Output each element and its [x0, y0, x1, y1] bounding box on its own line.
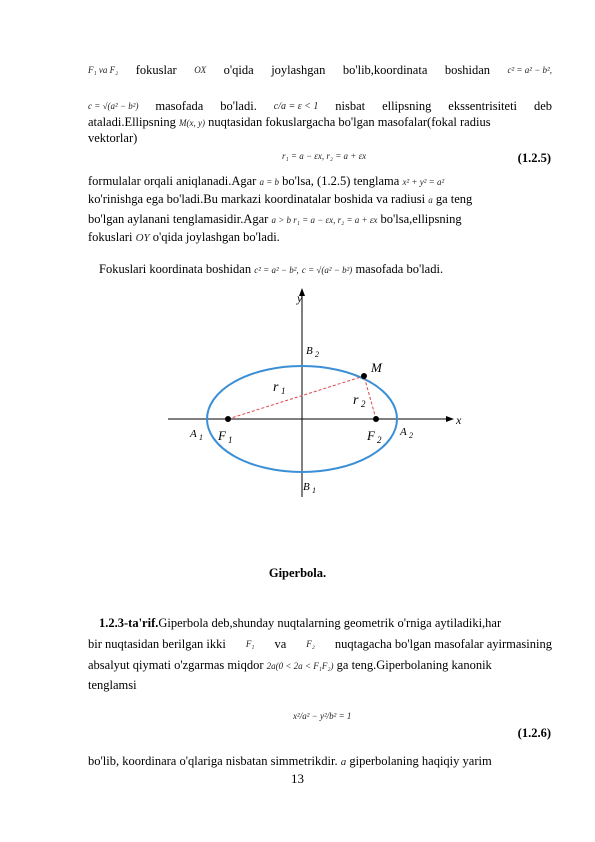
label-r1: r	[273, 380, 279, 395]
ellipse-figure	[0, 280, 595, 500]
definition-number: 1.2.3-ta'rif.	[99, 616, 159, 630]
formula-ox: OX	[194, 65, 207, 75]
para1-line4: vektorlar)	[88, 131, 138, 145]
formula-2a: 2a(0 < 2a < F₁F₂)	[266, 661, 334, 671]
text: bo'lsa,ellipsning	[380, 212, 462, 226]
formula-c2: c² = a² − b²,	[507, 65, 552, 75]
text: masofada bo'ladi.	[355, 262, 444, 276]
label-b1: B	[303, 481, 310, 493]
text: fokuslari	[88, 230, 133, 244]
definition-line1	[99, 616, 552, 631]
para1-line2	[88, 99, 552, 114]
text: ekssentrisiteti	[448, 99, 518, 113]
label-a1: A	[190, 428, 197, 440]
text: ko'rinishga ega bo'ladi.Bu markazi koordinatalar boshida va radiusi	[88, 192, 426, 206]
y-axis	[299, 288, 305, 497]
para1-line3	[88, 115, 552, 131]
label-a2: A	[400, 426, 407, 438]
label-f1-sub: 1	[228, 435, 233, 445]
para2-line2	[88, 192, 552, 208]
label-a2-sub: 2	[409, 431, 413, 440]
text: nuqtagacha bo'lgan masofalar ayirmasining	[334, 637, 552, 651]
label-b2-sub: 2	[315, 350, 319, 359]
definition-line3	[88, 658, 552, 674]
point-m	[361, 373, 367, 379]
text: joylashgan	[271, 63, 326, 77]
equation-number-1-2-6: (1.2.6)	[517, 726, 551, 740]
para2-line4	[88, 230, 552, 246]
focus-f2-point	[373, 416, 379, 422]
label-m: M	[371, 360, 382, 375]
equation-1-2-5: r₁ = a − εx, r₂ = a + εx	[282, 151, 367, 161]
formula-c: c = √(a² − b²)	[88, 101, 139, 111]
x-axis	[168, 416, 454, 422]
formula-a: a	[340, 756, 347, 768]
formula-c: c = √(a² − b²)	[301, 265, 353, 275]
label-f2: F	[367, 428, 375, 443]
formula-a-eq-b: a = b	[259, 177, 280, 187]
text: bo'lsa, (1.2.5) tenglama	[282, 174, 400, 188]
label-f2-sub: 2	[377, 435, 382, 445]
label-r1-sub: 1	[281, 386, 286, 396]
text: giperbolaning haqiqiy yarim	[349, 754, 492, 768]
text: o'qida	[223, 63, 254, 77]
text: va	[274, 637, 287, 651]
text: nuqtasidan fokuslargacha bo'lgan masofalar(fokal radius	[208, 115, 491, 129]
formula-a-gt-b: a > b r₁ = a − εx, r₂ = a + εx	[271, 215, 378, 225]
formula-f2: F₂	[306, 639, 315, 649]
text: absalyut qiymati o'zgarmas miqdor	[88, 658, 264, 672]
definition-line2	[88, 637, 552, 652]
text: boshidan	[444, 63, 490, 77]
formula-oy: OY	[135, 232, 150, 244]
para3-line	[99, 262, 552, 278]
para1-line1	[88, 63, 552, 78]
text: Fokuslari koordinata boshidan	[99, 262, 252, 276]
label-r2-sub: 2	[361, 399, 366, 409]
para2-line3	[88, 212, 552, 228]
text: ataladi.Ellipsning	[88, 115, 176, 129]
text: ga teng.Giperbolaning kanonik	[336, 658, 492, 672]
radius-r1	[228, 376, 364, 419]
text: bo'lib, koordinara o'qlariga nisbatan simmetrikdir.	[88, 754, 338, 768]
text: masofada	[155, 99, 204, 113]
last-line	[88, 754, 552, 770]
text: bir nuqtasidan berilgan ikki	[88, 637, 226, 651]
text: deb	[533, 99, 552, 113]
para2-line1	[88, 174, 552, 190]
y-axis-label: y	[297, 291, 303, 305]
focus-f1-point	[225, 416, 231, 422]
label-b2: B	[306, 345, 313, 357]
section-heading: Giperbola.	[268, 566, 327, 580]
label-f1: F	[218, 428, 226, 443]
text: formulalar orqali aniqlanadi.Agar	[88, 174, 257, 188]
text: bo'ladi.	[220, 99, 257, 113]
text: nisbat	[335, 99, 366, 113]
text: bo'lib,koordinata	[342, 63, 428, 77]
definition-line4: tenglamsi	[88, 678, 137, 692]
equation-number-1-2-5: (1.2.5)	[517, 151, 551, 165]
x-axis-label: x	[456, 413, 462, 427]
formula-c2: c² = a² − b²,	[254, 265, 299, 275]
formula-a: a	[428, 195, 433, 205]
formula-f1: F₁	[245, 639, 255, 649]
equation-1-2-6: x²/a² − y²/b² = 1	[293, 711, 352, 721]
formula-point-m: M(x, y)	[178, 118, 205, 128]
text: ga teng	[435, 192, 473, 206]
label-r2: r	[353, 393, 359, 408]
text: Giperbola deb,shunday nuqtalarning geometrik o'rniga aytiladiki,har	[158, 616, 502, 630]
formula-circle: x² + y² = a²	[402, 177, 445, 187]
text: ellipsning	[382, 99, 432, 113]
page-number: 13	[291, 771, 304, 786]
text: fokuslar	[135, 63, 177, 77]
label-b1-sub: 1	[312, 486, 316, 495]
text: o'qida joylashgan bo'ladi.	[152, 230, 280, 244]
label-a1-sub: 1	[199, 433, 203, 442]
text: bo'lgan aylanani tenglamasidir.Agar	[88, 212, 269, 226]
formula-foci: F₁ va F₂	[88, 65, 119, 75]
formula-eccentricity: c/a = ε < 1	[273, 101, 319, 112]
